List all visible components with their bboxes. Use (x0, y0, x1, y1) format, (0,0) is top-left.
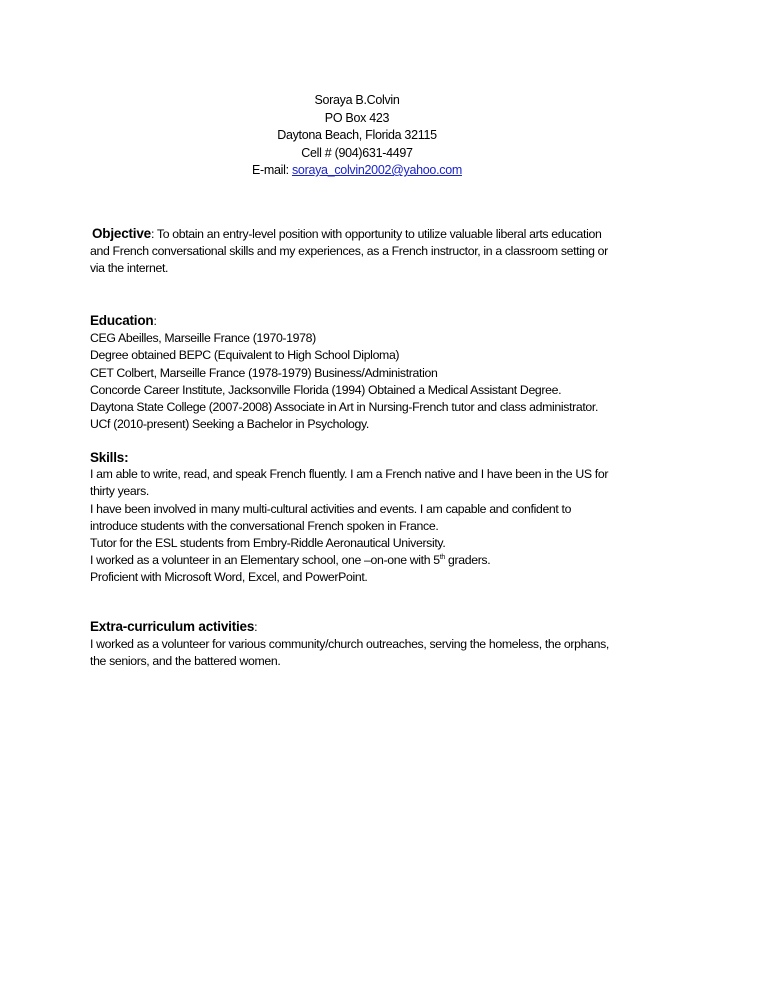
education-colon: : (153, 314, 157, 328)
education-section (90, 312, 690, 433)
education-item: UCf (2010-present) Seeking a Bachelor in Psychology. (90, 417, 369, 432)
contact-city: Daytona Beach, Florida 32115 (277, 128, 437, 142)
extra-colon: : (254, 620, 258, 634)
objective-section (90, 225, 690, 278)
contact-name: Soraya B.Colvin (314, 93, 400, 107)
education-title: Education (90, 313, 154, 328)
extra-line: I worked as a volunteer for various community/church outreaches, serving the homeless, the orphans, (90, 637, 609, 652)
objective-line-1 (90, 225, 690, 243)
objective-line-2: and French conversational skills and my experiences, as a French instructor, in a classroom setting or (90, 244, 608, 259)
objective-line-3: via the internet. (90, 261, 169, 276)
contact-email-label: E-mail: (252, 163, 292, 177)
skills-section (90, 449, 690, 587)
contact-po-box: PO Box 423 (324, 110, 390, 125)
skills-title: Skills: (90, 450, 129, 465)
objective-title: Objective (92, 226, 151, 241)
extra-curriculum-section (90, 618, 690, 671)
skills-line: introduce students with the conversational French spoken in France. (90, 518, 439, 533)
skills-volunteer-superscript: th (439, 554, 445, 562)
education-item: CEG Abeilles, Marseille France (1970-1978) (90, 331, 316, 346)
skills-volunteer-text: I worked as a volunteer in an Elementary school, one –on-one with 5 (90, 553, 440, 568)
skills-line: thirty years. (90, 484, 150, 499)
contact-header (0, 92, 714, 180)
contact-email-link[interactable]: soraya_colvin2002@yahoo.com (291, 163, 462, 177)
skills-line: I am able to write, read, and speak French fluently. I am a French native and I have been in the US for (90, 467, 609, 482)
education-heading (90, 312, 690, 330)
objective-text-1: : To obtain an entry-level position with opportunity to utilize valuable liberal arts education (150, 227, 602, 241)
education-item: Degree obtained BEPC (Equivalent to High School Diploma) (90, 348, 400, 363)
skills-volunteer-line (90, 552, 690, 569)
extra-title: Extra-curriculum activities (90, 619, 255, 634)
skills-line: Tutor for the ESL students from Embry-Riddle Aeronautical University. (90, 536, 446, 551)
education-item: Daytona State College (2007-2008) Associate in Art in Nursing-French tutor and class administrator. (90, 400, 599, 415)
contact-email-line (0, 162, 714, 180)
skills-line: I have been involved in many multi-cultural activities and events. I am capable and confident to (90, 501, 572, 516)
contact-cell: Cell # (904)631-4497 (301, 145, 413, 160)
education-item: CET Colbert, Marseille France (1978-1979) Business/Administration (90, 365, 438, 380)
extra-heading (90, 618, 690, 636)
skills-line: Proficient with Microsoft Word, Excel, and PowerPoint. (90, 570, 368, 585)
skills-volunteer-text-end: graders. (444, 553, 491, 568)
extra-line: the seniors, and the battered women. (90, 654, 281, 669)
education-item: Concorde Career Institute, Jacksonville Florida (1994) Obtained a Medical Assistant Degree. (90, 382, 562, 397)
